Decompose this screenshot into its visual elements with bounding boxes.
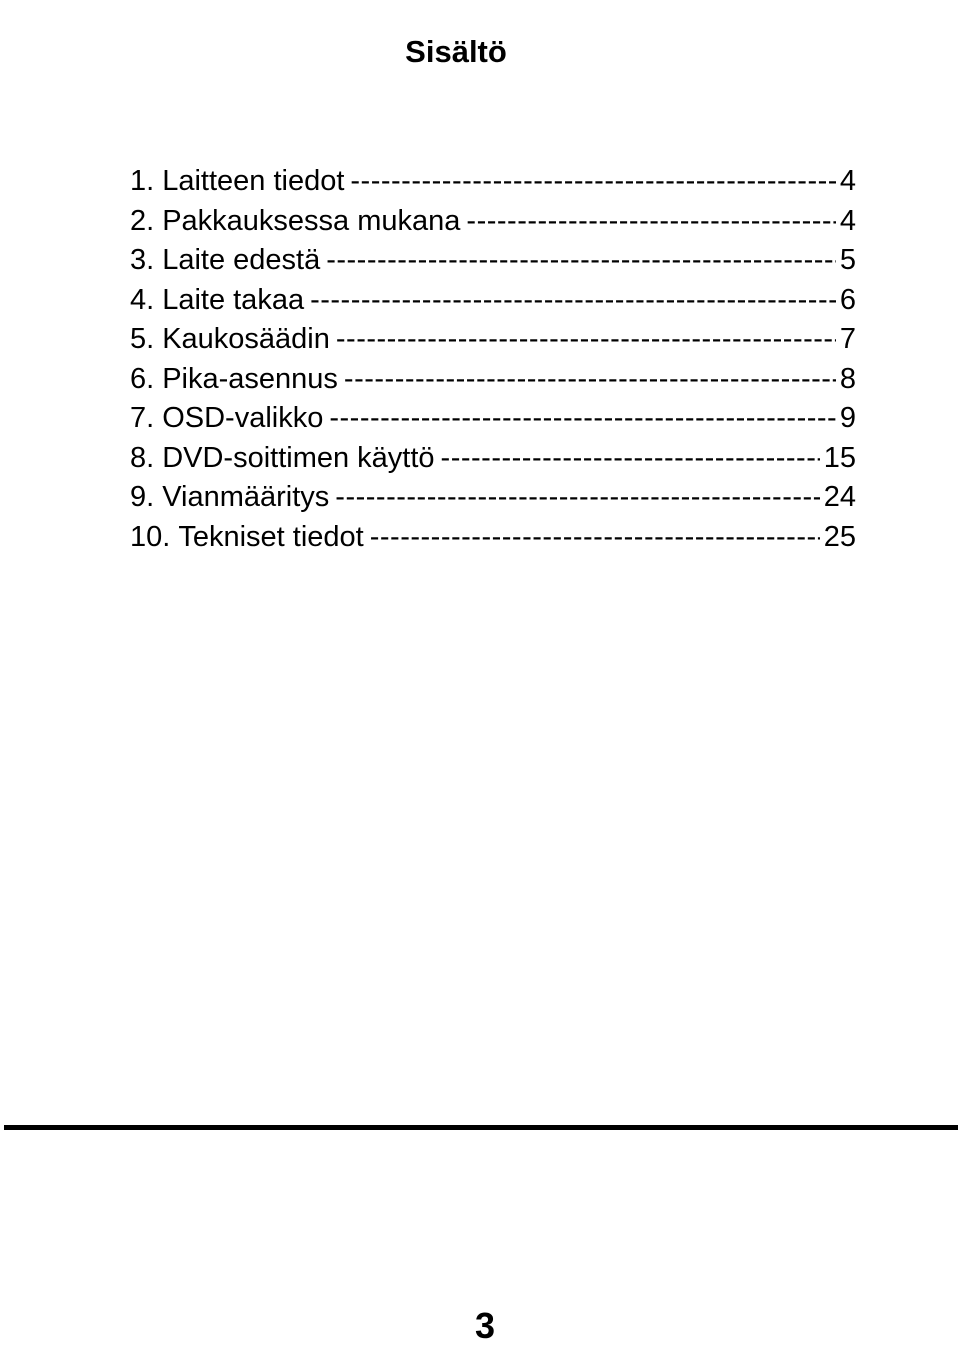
toc-dot-leader — [344, 360, 836, 400]
toc-entry[interactable] — [130, 439, 856, 479]
toc-entry[interactable] — [130, 202, 856, 242]
toc-entry-label: DVD-soittimen käyttö — [162, 441, 435, 474]
toc-entry-number: 6. — [130, 362, 155, 395]
toc-entry-page: 25 — [823, 520, 856, 553]
toc-dot-leader — [335, 478, 819, 518]
toc-entry-label: Laitteen tiedot — [162, 165, 345, 197]
toc-entry-number: 2. — [130, 204, 155, 237]
toc-entry-page: 8 — [839, 362, 856, 395]
toc-entry-label: Laite takaa — [162, 283, 305, 316]
toc-entry-page: 15 — [823, 441, 856, 474]
toc-entry-number: 3. — [130, 244, 155, 276]
toc-entry-page: 5 — [839, 244, 856, 276]
toc-entry-page: 4 — [839, 204, 856, 237]
toc-entry-label: Pika-asennus — [162, 362, 338, 395]
toc-dot-leader — [329, 399, 836, 439]
toc-entry-page: 9 — [839, 402, 856, 434]
toc-entry[interactable] — [130, 281, 856, 321]
toc-dot-leader — [336, 320, 836, 360]
toc-entry-label: Laite edestä — [162, 244, 321, 276]
toc-entry[interactable] — [130, 162, 856, 202]
toc-entry-page: 6 — [839, 283, 856, 316]
toc-entry-number: 1. — [130, 165, 155, 197]
toc-entry-number: 7. — [130, 402, 155, 434]
toc-entry[interactable] — [130, 241, 856, 281]
toc-entry[interactable] — [130, 399, 856, 439]
toc-entry[interactable] — [130, 360, 856, 400]
toc-entry-page: 4 — [839, 165, 856, 197]
toc-entry-label: Kaukosäädin — [162, 323, 330, 355]
toc-entry-label: OSD-valikko — [162, 402, 324, 434]
toc-dot-leader — [441, 439, 820, 479]
toc-entry-number: 10. — [130, 520, 171, 553]
toc-entry-label: Tekniset tiedot — [178, 520, 364, 553]
toc-entry[interactable] — [130, 518, 856, 558]
toc-entry-page: 24 — [823, 481, 856, 513]
toc-dot-leader — [370, 518, 820, 558]
toc-entry[interactable] — [130, 320, 856, 360]
page-title: Sisältö — [405, 34, 507, 69]
toc-entry-label: Pakkauksessa mukana — [162, 204, 461, 237]
toc-dot-leader — [326, 241, 836, 281]
toc-entry-label: Vianmääritys — [162, 481, 330, 513]
toc-dot-leader — [350, 162, 835, 202]
toc-entry-number: 9. — [130, 481, 155, 513]
toc-entry-page: 7 — [839, 323, 856, 355]
toc-entry-number: 8. — [130, 441, 155, 474]
footer-divider — [4, 1125, 958, 1130]
toc-entry-number: 4. — [130, 283, 155, 316]
toc-dot-leader — [310, 281, 836, 321]
toc-entry[interactable] — [130, 478, 856, 518]
toc-dot-leader — [466, 202, 835, 242]
toc-entry-number: 5. — [130, 323, 155, 355]
page-number: 3 — [474, 1305, 496, 1346]
table-of-contents — [130, 162, 856, 557]
